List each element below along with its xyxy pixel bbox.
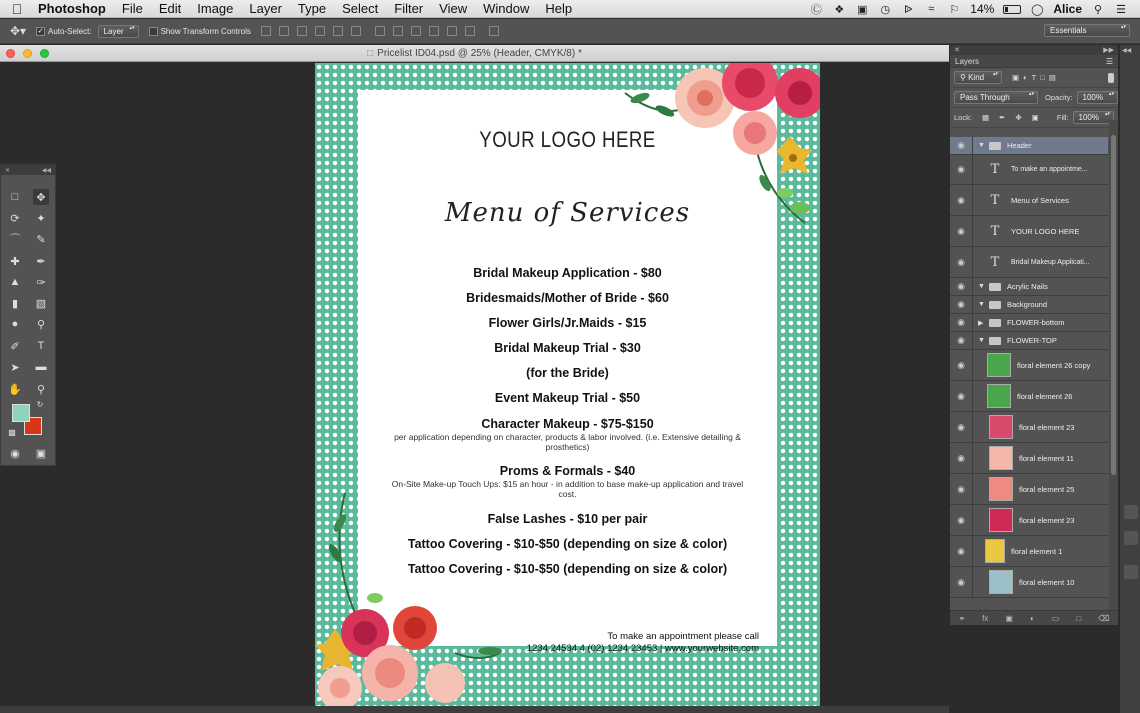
menu-filter[interactable]: Filter bbox=[394, 1, 424, 16]
layer-row-image[interactable] bbox=[950, 567, 1108, 598]
visibility-eye-icon[interactable]: ◉ bbox=[957, 225, 965, 236]
layer-thumbnail bbox=[989, 446, 1013, 470]
visibility-eye-icon[interactable]: ◉ bbox=[957, 421, 965, 432]
layer-row-image[interactable] bbox=[950, 350, 1108, 381]
menu-help[interactable]: Help bbox=[545, 1, 573, 16]
bluetooth-icon[interactable]: ᐉ bbox=[904, 3, 913, 16]
menu-window[interactable]: Window bbox=[483, 1, 530, 16]
gradient-tool-icon[interactable]: ▧ bbox=[35, 297, 47, 310]
folder-icon bbox=[989, 319, 1001, 327]
layer-row-image[interactable] bbox=[950, 505, 1108, 536]
service-note: per application depending on character, products & labor involved. (i.e. Extensive detailing & prosthetics) bbox=[394, 432, 741, 452]
floral-top-right bbox=[605, 63, 820, 238]
opacity-input[interactable]: 100% ▴▾ bbox=[1077, 91, 1118, 104]
distribute-vcenter-icon[interactable] bbox=[393, 26, 403, 36]
status-menus bbox=[809, 0, 1140, 18]
layer-name: YOUR LOGO HERE bbox=[1011, 226, 1080, 236]
brush-tool-icon[interactable]: ✒ bbox=[36, 255, 46, 268]
layer-row-image[interactable] bbox=[950, 536, 1108, 567]
clone-stamp-tool-icon[interactable]: ▲ bbox=[9, 276, 21, 288]
tab-layers[interactable]: Layers bbox=[955, 56, 980, 66]
folder-icon bbox=[989, 142, 1001, 150]
adjustment-layer-icon[interactable]: ◐ bbox=[1029, 613, 1035, 623]
menu-layer[interactable]: Layer bbox=[249, 1, 282, 16]
visibility-eye-icon[interactable]: ◉ bbox=[957, 390, 965, 401]
layer-row-group[interactable] bbox=[950, 314, 1108, 332]
link-layers-icon[interactable]: ⚭ bbox=[958, 613, 966, 623]
align-left-icon[interactable] bbox=[315, 26, 325, 36]
time-machine-icon[interactable]: ◷ bbox=[880, 3, 891, 16]
service-item: Character Makeup - $75-$150 bbox=[481, 417, 654, 431]
default-colors-icon[interactable]: ▩ bbox=[8, 427, 16, 437]
user-icon[interactable]: ◯ bbox=[1031, 3, 1044, 16]
folder-icon bbox=[989, 337, 1001, 345]
visibility-eye-icon[interactable]: ◉ bbox=[957, 483, 965, 494]
canvas-area[interactable] bbox=[0, 63, 949, 713]
layers-footer bbox=[950, 610, 1118, 625]
auto-align-icon[interactable] bbox=[489, 26, 499, 36]
align-buttons bbox=[261, 26, 361, 36]
document-titlebar bbox=[0, 45, 949, 62]
align-hcenter-icon[interactable] bbox=[333, 26, 343, 36]
menu-select[interactable]: Select bbox=[342, 1, 379, 16]
smart-object-filter-icon[interactable]: ▤ bbox=[1048, 73, 1056, 82]
show-transform-label: Show Transform Controls bbox=[160, 26, 251, 36]
service-item: Tattoo Covering - $10-$50 (depending on size & color) bbox=[407, 562, 728, 576]
lasso-tool-icon[interactable]: ⟳ bbox=[10, 212, 20, 225]
status-bar bbox=[0, 706, 949, 713]
layer-row-text[interactable] bbox=[950, 216, 1108, 247]
layer-row-group[interactable] bbox=[950, 332, 1108, 350]
expand-arrow-icon[interactable]: ▼ bbox=[978, 337, 985, 344]
move-tool-preset-icon[interactable]: ✥▾ bbox=[9, 24, 27, 38]
layer-thumbnail bbox=[989, 508, 1013, 532]
dock-panel-icon[interactable] bbox=[1124, 531, 1138, 545]
service-item: Flower Girls/Jr.Maids - $15 bbox=[488, 316, 647, 330]
foreground-color-swatch[interactable] bbox=[12, 404, 30, 422]
search-icon[interactable]: ⚲ bbox=[1093, 3, 1103, 16]
distribute-right-icon[interactable] bbox=[465, 26, 475, 36]
layers-panel bbox=[949, 45, 1119, 625]
folder-icon bbox=[989, 283, 1001, 291]
new-group-icon[interactable]: ▭ bbox=[1051, 613, 1060, 623]
rectangle-tool-icon[interactable]: ▬ bbox=[35, 361, 47, 373]
eyedropper-tool-icon[interactable]: ✎ bbox=[36, 233, 46, 246]
search-icon: ⚲ bbox=[960, 73, 969, 82]
layer-name: floral element 10 bbox=[1019, 577, 1075, 587]
path-selection-tool-icon[interactable]: ➤ bbox=[10, 361, 20, 374]
menu-app-name[interactable]: Photoshop bbox=[38, 1, 106, 16]
visibility-eye-icon[interactable]: ◉ bbox=[957, 256, 965, 267]
appointment-text: To make an appointment please call bbox=[607, 631, 759, 642]
healing-brush-tool-icon[interactable]: ✚ bbox=[10, 255, 20, 268]
add-mask-icon[interactable]: ▣ bbox=[1005, 613, 1013, 623]
apple-icon[interactable] bbox=[0, 1, 34, 17]
notification-center-icon[interactable]: ☰ bbox=[1116, 3, 1126, 16]
visibility-eye-icon[interactable]: ◉ bbox=[957, 335, 965, 345]
contact-text: 1234 24534 4 (02) 1234 23453 | www.yourwebsite.com bbox=[526, 643, 759, 654]
lock-label: Lock: bbox=[954, 113, 972, 122]
menu-image[interactable]: Image bbox=[197, 1, 234, 16]
service-item: Bridal Makeup Trial - $30 bbox=[494, 341, 641, 355]
filter-toggle[interactable] bbox=[1108, 73, 1114, 83]
user-name[interactable]: Alice bbox=[1053, 2, 1082, 16]
visibility-eye-icon[interactable]: ◉ bbox=[957, 514, 965, 525]
layers-tab-row bbox=[950, 55, 1118, 68]
kind-filter-dropdown[interactable] bbox=[954, 71, 1002, 84]
crop-tool-icon[interactable]: ⌒ bbox=[9, 234, 21, 246]
visibility-eye-icon[interactable]: ◉ bbox=[957, 317, 965, 327]
battery-percent[interactable]: 14% bbox=[970, 2, 995, 16]
pen-tool-icon[interactable]: ✐ bbox=[10, 340, 20, 353]
expand-arrow-icon[interactable]: ▼ bbox=[978, 301, 985, 308]
service-item: Tattoo Covering - $10-$50 (depending on size & color) bbox=[407, 537, 728, 551]
adjustment-filter-icon[interactable]: ◐ bbox=[1023, 73, 1028, 82]
lock-all-icon[interactable]: ▣ bbox=[1031, 113, 1039, 122]
expand-arrow-icon[interactable]: ▶ bbox=[978, 319, 984, 327]
text-layer-icon: T bbox=[990, 192, 1000, 208]
distribute-left-icon[interactable] bbox=[429, 26, 439, 36]
wd-icon[interactable]: ▣ bbox=[857, 3, 868, 16]
menu-file[interactable]: File bbox=[121, 1, 143, 16]
layer-thumbnail bbox=[989, 477, 1013, 501]
layer-style-icon[interactable]: fx bbox=[982, 613, 989, 623]
pixel-filter-icon[interactable]: ▣ bbox=[1012, 73, 1020, 82]
distribute-top-icon[interactable] bbox=[375, 26, 385, 36]
lock-row bbox=[950, 108, 1118, 128]
minimize-window-button[interactable] bbox=[23, 49, 32, 58]
layer-row-text[interactable] bbox=[950, 185, 1108, 216]
layer-row-text[interactable] bbox=[950, 155, 1108, 185]
dropbox-icon[interactable]: ❖ bbox=[834, 3, 845, 16]
layer-name: floral element 23 bbox=[1019, 515, 1075, 525]
folder-icon bbox=[989, 301, 1001, 309]
lock-transparent-icon[interactable]: ▦ bbox=[981, 113, 990, 122]
wifi-icon[interactable]: ≈ bbox=[928, 3, 935, 15]
tools-panel bbox=[0, 164, 56, 466]
layer-list bbox=[950, 137, 1108, 609]
align-vcenter-icon[interactable] bbox=[279, 26, 289, 36]
dock-expand-icon[interactable]: ◀◀ bbox=[1122, 48, 1132, 54]
layer-name: To make an appointme... bbox=[1011, 166, 1088, 173]
workspace-dropdown[interactable]: Essentials ▴▾ bbox=[1044, 24, 1130, 37]
layer-row-text[interactable] bbox=[950, 247, 1108, 278]
text-layer-icon: T bbox=[990, 254, 1000, 270]
dodge-tool-icon[interactable]: ⚲ bbox=[36, 318, 46, 331]
layer-thumbnail bbox=[987, 384, 1011, 408]
eraser-tool-icon[interactable]: ▮ bbox=[11, 297, 19, 310]
hand-tool-icon[interactable]: ✋ bbox=[8, 383, 22, 396]
service-item: Event Makeup Trial - $50 bbox=[494, 391, 641, 405]
service-item: Bridesmaids/Mother of Bride - $60 bbox=[466, 291, 669, 305]
visibility-eye-icon[interactable]: ◉ bbox=[957, 194, 965, 205]
history-brush-tool-icon[interactable]: ✑ bbox=[36, 276, 46, 289]
lock-position-icon[interactable]: ✥ bbox=[1015, 113, 1022, 122]
align-bottom-icon[interactable] bbox=[297, 26, 307, 36]
document-icon: □ bbox=[367, 47, 374, 59]
floral-bottom-left bbox=[315, 493, 515, 708]
layer-name: floral element 26 bbox=[1017, 391, 1073, 401]
layer-name: floral element 11 bbox=[1019, 453, 1074, 463]
window-controls bbox=[6, 49, 49, 58]
move-tool-icon[interactable]: ✥ bbox=[33, 189, 49, 205]
flag-icon[interactable]: ⚐ bbox=[949, 3, 960, 16]
shape-filter-icon[interactable]: □ bbox=[1040, 73, 1045, 82]
distribute-bottom-icon[interactable] bbox=[411, 26, 421, 36]
quick-mask-icon[interactable]: ◉ bbox=[10, 447, 20, 460]
document-title: Pricelist ID04.psd @ 25% (Header, CMYK/8) * bbox=[377, 47, 582, 59]
service-item: (for the Bride) bbox=[526, 366, 609, 380]
layer-thumbnail bbox=[989, 570, 1013, 594]
kind-filter-value: Kind bbox=[968, 73, 985, 82]
distribute-hcenter-icon[interactable] bbox=[447, 26, 457, 36]
layer-row-image[interactable] bbox=[950, 412, 1108, 443]
battery-icon[interactable] bbox=[1003, 5, 1021, 14]
delete-layer-icon[interactable]: ⌫ bbox=[1098, 613, 1110, 623]
auto-select-label: Auto-Select: bbox=[48, 26, 92, 36]
layer-row-group[interactable] bbox=[950, 278, 1108, 296]
scrollbar-thumb[interactable] bbox=[1111, 135, 1116, 475]
layer-thumbnail bbox=[987, 353, 1011, 377]
zoom-tool-icon[interactable]: ⚲ bbox=[36, 383, 46, 396]
visibility-eye-icon[interactable]: ◉ bbox=[957, 452, 965, 463]
blend-row bbox=[950, 88, 1118, 108]
collapsed-panel-dock bbox=[1120, 45, 1140, 713]
distribute-buttons bbox=[375, 26, 499, 36]
close-panel-icon[interactable]: ✕ bbox=[5, 167, 11, 174]
lock-pixels-icon[interactable]: ✒ bbox=[999, 113, 1006, 122]
visibility-eye-icon[interactable]: ◉ bbox=[957, 545, 965, 556]
type-tool-icon[interactable]: T bbox=[37, 340, 45, 352]
text-layer-icon: T bbox=[990, 162, 1000, 177]
visibility-eye-icon[interactable]: ◉ bbox=[957, 281, 965, 291]
layers-panel-header[interactable] bbox=[950, 45, 1118, 55]
visibility-eye-icon[interactable]: ◉ bbox=[957, 576, 965, 587]
auto-select-dropdown[interactable]: Layer ▴▾ bbox=[98, 25, 139, 38]
service-item: False Lashes - $10 per pair bbox=[487, 512, 648, 526]
visibility-eye-icon[interactable]: ◉ bbox=[957, 299, 965, 309]
expand-arrow-icon[interactable]: ▼ bbox=[978, 142, 985, 149]
layer-name: floral element 23 bbox=[1019, 422, 1075, 432]
layer-name: Bridal Makeup Applicati... bbox=[1011, 258, 1090, 266]
visibility-eye-icon[interactable]: ◉ bbox=[957, 359, 965, 370]
screen-mode-icon[interactable]: ▣ bbox=[35, 447, 47, 460]
flyer-document[interactable] bbox=[315, 63, 820, 708]
fill-input[interactable]: 100% ▴▾ bbox=[1073, 111, 1114, 124]
collapse-panel-icon[interactable]: ▶▶ bbox=[1103, 47, 1114, 54]
layer-thumbnail bbox=[985, 539, 1005, 563]
blend-mode-dropdown[interactable]: Pass Through ▴▾ bbox=[954, 91, 1038, 104]
fill-label: Fill: bbox=[1056, 113, 1069, 122]
menu-type[interactable]: Type bbox=[297, 1, 327, 16]
layers-scrollbar[interactable] bbox=[1109, 120, 1118, 610]
layer-name: Background bbox=[1007, 300, 1048, 309]
filter-row bbox=[950, 68, 1118, 88]
layer-name: floral element 26 copy bbox=[1017, 360, 1091, 370]
close-window-button[interactable] bbox=[6, 49, 15, 58]
marquee-tool-icon[interactable]: □ bbox=[11, 191, 19, 203]
align-top-icon[interactable] bbox=[261, 26, 271, 36]
menu-heading: Menu of Services bbox=[444, 198, 691, 228]
layer-thumbnail bbox=[989, 415, 1013, 439]
layer-row-image[interactable] bbox=[950, 443, 1108, 474]
dock-panel-icon[interactable] bbox=[1124, 565, 1138, 579]
layer-row-group[interactable] bbox=[950, 137, 1108, 155]
service-item: Proms & Formals - $40 bbox=[499, 464, 636, 478]
menu-view[interactable]: View bbox=[439, 1, 468, 16]
layer-name: floral element 25 bbox=[1019, 484, 1075, 494]
layer-name: floral element 1 bbox=[1011, 546, 1063, 556]
service-item: Bridal Makeup Application - $80 bbox=[473, 266, 662, 280]
menu-edit[interactable]: Edit bbox=[158, 1, 182, 16]
layer-name: FLOWER-bottom bbox=[1007, 318, 1065, 327]
blur-tool-icon[interactable]: ● bbox=[11, 318, 19, 330]
auto-select-checkbox[interactable]: ✓ bbox=[37, 28, 44, 35]
close-panel-icon[interactable]: ✕ bbox=[954, 47, 960, 54]
collapse-panel-icon[interactable]: ◀◀ bbox=[41, 167, 51, 174]
options-bar bbox=[0, 19, 1140, 44]
menu-bar bbox=[0, 0, 1140, 18]
visibility-eye-icon[interactable]: ◉ bbox=[957, 140, 965, 150]
panel-menu-icon[interactable]: ☰ bbox=[1105, 56, 1113, 66]
dock-panel-icon[interactable] bbox=[1124, 505, 1138, 519]
align-right-icon[interactable] bbox=[351, 26, 361, 36]
layer-row-image[interactable] bbox=[950, 474, 1108, 505]
layer-name: Menu of Services bbox=[1011, 195, 1069, 205]
show-transform-checkbox[interactable] bbox=[149, 27, 158, 36]
layer-name: Header bbox=[1007, 141, 1032, 150]
new-layer-icon[interactable]: □ bbox=[1076, 613, 1082, 623]
skype-icon[interactable]: Ⓒ bbox=[810, 4, 822, 16]
layer-name: Acrylic Nails bbox=[1007, 282, 1048, 291]
text-layer-icon: T bbox=[990, 223, 1000, 239]
visibility-eye-icon[interactable]: ◉ bbox=[957, 164, 965, 174]
layer-row-group[interactable] bbox=[950, 296, 1108, 314]
expand-arrow-icon[interactable]: ▼ bbox=[978, 283, 985, 290]
type-filter-icon[interactable]: T bbox=[1031, 73, 1037, 82]
layer-row-image[interactable] bbox=[950, 381, 1108, 412]
logo-placeholder: YOUR LOGO HERE bbox=[479, 127, 656, 152]
tools-panel-header[interactable] bbox=[1, 165, 55, 175]
layer-name: FLOWER-TOP bbox=[1007, 336, 1057, 345]
zoom-window-button[interactable] bbox=[40, 49, 49, 58]
magic-wand-tool-icon[interactable]: ✦ bbox=[36, 212, 46, 225]
swap-colors-icon[interactable]: ↻ bbox=[36, 399, 44, 409]
service-note: On-Site Make-up Touch Ups: $15 an hour - in addition to base make-up application and travel cost. bbox=[391, 479, 744, 499]
opacity-label: Opacity: bbox=[1045, 93, 1073, 102]
